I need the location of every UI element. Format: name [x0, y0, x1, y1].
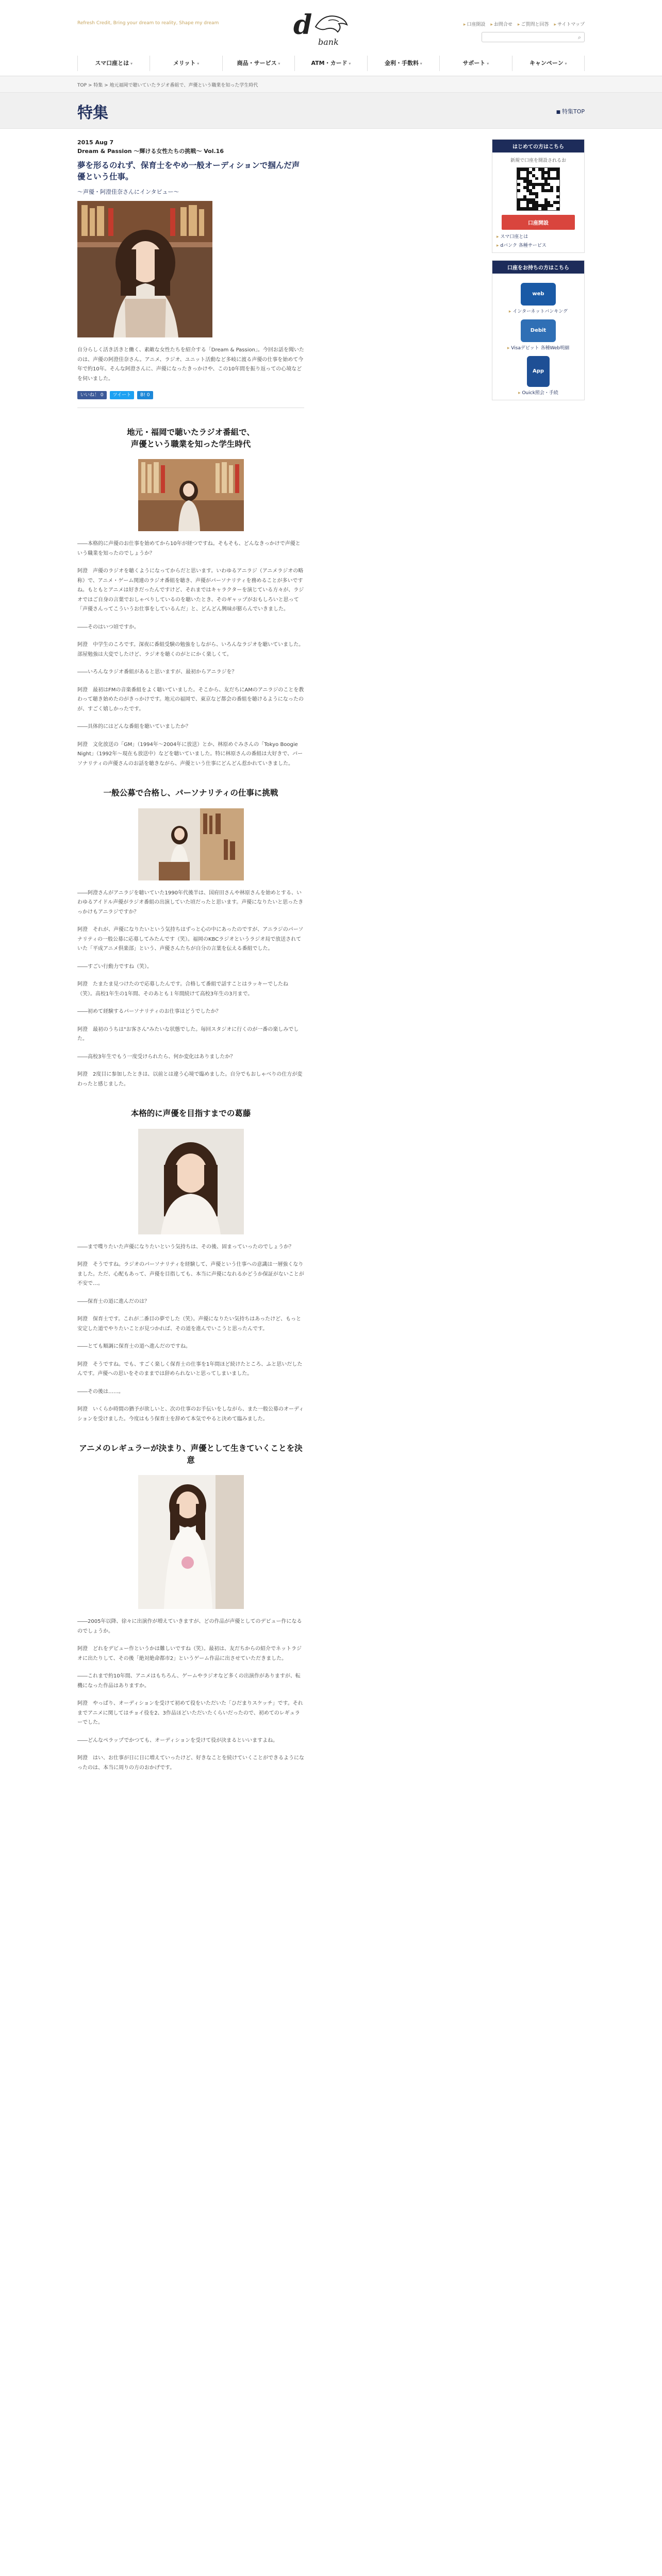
interview-paragraph: ――初めて経験するパーソナリティのお仕事はどうでしたか？ [77, 1009, 221, 1015]
interview-paragraph: 阿澄 そうですね。でも、すごく楽しく保育士の仕事を1年間ほど続けたところ、ふと思いだしたんです。声優への思いをそのままでは辞められないと思ってしまいました。 [77, 1361, 303, 1377]
interview-paragraph: ――高校3年生でもう一度受けられたら、何か変化はありましたか？ [77, 1054, 236, 1060]
interview-paragraph: 阿澄 やっぱり、オーディションを受けて初めて役をいただいた「ひだまりスケッチ」です。それまでアニメに関してはチョイ役を2、3作品ほどいただいたくらいだったので、初めてのレギュラーでした。 [77, 1701, 303, 1726]
interview-paragraph: 阿澄 声優のラジオを聴くようになってからだと思います。いわゆるアニラジ（アニメラジオの略称）で、アニメ・ゲーム関連のラジオ番組を聴き、声優がパーソナリティを務めることが多いですね。もともとアニメは好きだったんですけど、それまではキャラクターを演じている方々が、ラジオではご自身の言葉でおしゃべりしているのを聴いたとき、そのギャップがおもしろいと思って「声優さんってこういうお仕事をしているんだ」と、どんどん興味が膨らんでいきました。 [77, 568, 304, 613]
site-logo[interactable] [286, 7, 353, 48]
library-photo-image [138, 459, 244, 531]
search-input[interactable] [482, 32, 585, 42]
smartphone-app-icon[interactable]: App [527, 356, 550, 387]
article-title: 夢を形るのれず、保育士をやめ一般オーディションで掴んだ声優という仕事。 [77, 161, 300, 181]
section-photo [138, 1129, 244, 1234]
utility-link[interactable]: ▸ お問合せ [490, 21, 512, 27]
tweet-button[interactable]: ツイート [110, 391, 135, 399]
interview-paragraph: ――具体的にはどんな番組を聴いていましたか？ [77, 724, 191, 730]
page-title: 特集 [77, 104, 108, 122]
interview-paragraph: 阿澄 中学生のころです。深夜に番組受験の勉強をしながら、いろんなラジオを聴いていました。部屋勉強は大変でしたけど、ラジオを聴くのがとにかく楽しくて。 [77, 642, 304, 657]
logo-mark: d [293, 9, 312, 41]
feature-top-link[interactable]: ■ 特集TOP [556, 107, 585, 115]
open-account-button[interactable]: 口座開設 [502, 215, 575, 230]
utility-links [464, 21, 585, 27]
section-photo [138, 808, 244, 880]
sidebar-link[interactable]: ▸ dバンク 各種サービス [496, 242, 580, 248]
bookshelf-photo-image [138, 808, 244, 880]
article-series: Dream & Passion ～輝ける女性たちの挑戦～ Vol.16 [77, 148, 224, 155]
new-account-heading: はじめての方はこちら [492, 140, 584, 152]
article-date: 2015 Aug 7 [77, 139, 114, 146]
nav-item-about[interactable]: スマ口座とは ▾ [77, 56, 150, 71]
article-intro: 自分らしく活き活きと働く、素敵な女性たちを紹介する「Dream & Passion」。今回お話を聞いたのは、声優の阿澄佳奈さん。アニメ、ラジオ、ユニット活動など多岐に渡る声優の仕事を始めて今年で約10年。そんな阿澄さんに、声優になったきっかけや、この10年間を振り返っての心境などを伺いました。 [77, 347, 304, 382]
utility-link[interactable]: ▸ 口座開設 [464, 21, 486, 27]
interview-paragraph: ――本格的に声優のお仕事を始めてから10年が経つですね。そもそも、どんなきっかけで声優という職業を知ったのでしょうか？ [77, 541, 301, 556]
interview-paragraph: ――これまで約10年間、アニメはもちろん、ゲームやラジオなど多くの出演作がありますが、転機になった作品はありますか。 [77, 1673, 301, 1689]
interview-paragraph: 阿澄 はい、お仕事が日に日に増えていったけど、好きなことを続けていくことができるようになったのは、本当に周りの方のおかげです。 [77, 1755, 304, 1771]
section-heading: アニメのレギュラーが決まり、声優として生きていくことを決意 [79, 1444, 303, 1465]
interview-paragraph: ――いろんなラジオ番組があると思いますが、最初からアニラジを？ [77, 669, 237, 675]
interview-paragraph: ――すごい行動力ですね（笑）。 [77, 963, 152, 970]
interview-paragraph: ――まで喋りたいた声優になりたいという気持ちは、その後、固まっていったのでしょうか？ [77, 1244, 294, 1250]
section-heading: 一般公募で合格し、パーソナリティの仕事に挑戦 [103, 788, 278, 798]
interview-paragraph: ――2005年以降、徐々に出演作が増えていきますが、どの作品が声優としてのデビュー作になるのでしょうか。 [77, 1619, 302, 1634]
nav-item-atm[interactable]: ATM・カード ▾ [294, 56, 367, 71]
lion-emblem-icon [313, 11, 349, 35]
interview-paragraph: 阿澄 たまたま見つけたので応募したんです。合格して番組で話すことはラッキーでしたね（笑）。高校1年生の1年間、そのあとも１年間続けて高校3年生の3月まで。 [77, 981, 288, 997]
qr-code-icon [517, 167, 560, 211]
existing-account-box [492, 260, 585, 400]
existing-account-heading: 口座をお持ちの方はこちら [492, 261, 584, 274]
interview-paragraph: 阿澄 それが、声優になりたいという気持ちはずっと心の中にあったのですが、アニラジのパーソナリティの一般公募に応募してみたんです（笑）。福岡のKBCラジオというラジオ局で放送されていた「平成アニメ倶楽部」という、声優さんたちが自分の言葉を伝える番組でした。 [77, 927, 304, 952]
internet-banking-link[interactable]: ▸ インターネットバンキング [496, 308, 580, 314]
breadcrumb[interactable]: TOP > 特集 > 地元福岡で聴いていたラジオ番組で、声優という職業を知った学生時代 [0, 76, 662, 93]
interview-paragraph: 阿澄 いくらか時間の猶予が欲しいと、次の仕事のお手伝いをしながら、また一般公募のオーディションを受けました。今度はもう保育士を辞めて本気でやると決めて臨みました。 [77, 1406, 304, 1422]
new-account-note: 新規で口座を開設されるお [510, 158, 566, 163]
site-header [0, 0, 662, 76]
section-photo [138, 1475, 244, 1609]
interview-paragraph: ――そのはいつ頃ですか。 [77, 624, 139, 630]
page-title-band [0, 93, 662, 129]
logo-bank: bank [318, 37, 339, 47]
nav-item-services[interactable]: 商品・サービス ▾ [222, 56, 294, 71]
debit-card-icon[interactable]: Debit [521, 319, 556, 342]
interview-paragraph: 阿澄 最初はFMの音楽番組をよく聴いていました。そこから、友だちにAMのアニラジのことを教わって聴き始めたのがきっかけです。地元の福岡で、東京など都会の番組を聴けるようになったのが、すごく嬉しかったです。 [77, 687, 304, 712]
utility-link[interactable]: ▸ サイトマップ [554, 21, 585, 27]
quick-inquiry-link[interactable]: ▸ Ouick照会・手続 [496, 389, 580, 396]
interview-paragraph: ――阿澄さんがアニラジを聴いていた1990年代後半は、国府田さんや林原さんを始めとする、いわゆるアイドル声優がラジオ番組の出演していた頃だったと思います。声優になりたいと思ったきっかけもアニラジですか？ [77, 890, 304, 915]
nav-item-rates[interactable]: 金利・手数料 ▾ [367, 56, 439, 71]
article-subtitle: ～ 声優・阿澄佳奈さんにインタビュー～ [77, 188, 304, 196]
interview-paragraph: 阿澄 保育士です。これが二番目の夢でした（笑）。声優になりたい気持ちはあったけど、もっと安定した道でやりたいことが見つかれば、その道を進んでいこうと思ったんです。 [77, 1316, 302, 1332]
debit-statement-link[interactable]: ▸ Visaデビット 各種Web明細 [496, 344, 580, 351]
search-icon[interactable]: ⌕ [577, 34, 581, 41]
utility-link[interactable]: ▸ ご質問と回答 [518, 21, 549, 27]
standing-photo-image [138, 1475, 244, 1609]
sidebar [492, 139, 585, 408]
interview-paragraph: 阿澄 どれをデビュー作というかは難しいですね（笑）。最初は、友だちからの紹介でネットラジオに出たりして、その後「絶対絶命都市2」というゲーム作品に出させていただきました。 [77, 1646, 302, 1662]
article [77, 139, 304, 1773]
section-heading: 本格的に声優を目指すまでの葛藤 [130, 1109, 251, 1118]
interview-paragraph: 阿澄 そうですね。ラジオのパーソナリティを経験して、声優という仕事への意識は一層強くなりました。ただ、心配もあって、声優を目指しても、本当に声優になれるかどうか保証がないことが不安で…。 [77, 1262, 304, 1287]
hatena-bookmark-button[interactable]: B! 0 [137, 391, 153, 399]
internet-banking-icon[interactable]: web [521, 283, 556, 306]
interview-paragraph: 阿澄 最初のうちは"お客さん"みたいな状態でした。毎回スタジオに行くのが一番の楽しみでした。 [77, 1026, 299, 1042]
interview-paragraph: 阿澄 文化放送の「GM」（1994年〜2004年に放送）とか、林原めぐみさんの「Tokyo Boogie Night」（1992年〜現在も放送中）などを聴いていました。特に林原さんの番組は大好きで、パーソナリティの声優さんのお話を聴きながら、声優という仕事にどんどん惹かれていきました。 [77, 741, 303, 767]
nav-item-merit[interactable]: メリット ▾ [150, 56, 222, 71]
nav-item-campaign[interactable]: キャンペーン ▾ [512, 56, 585, 71]
new-account-box [492, 139, 585, 253]
interview-paragraph: ――その後は……。 [77, 1388, 124, 1395]
section-photo [138, 459, 244, 531]
social-buttons [77, 391, 304, 399]
nav-item-support[interactable]: サポート ▾ [439, 56, 511, 71]
sidebar-link[interactable]: ▸ スマ口座とは [496, 233, 580, 240]
section-heading: 地元・福岡で聴いたラジオ番組で、 声優という職業を知った学生時代 [127, 428, 255, 449]
portrait-photo-image [77, 201, 212, 337]
facebook-like-button[interactable]: いいね！ 0 [77, 391, 107, 399]
interview-paragraph: 阿澄 2度目に参加したときは、以前とは違う心境で臨めました。自分でもおしゃべりの仕方が変わったと感じました。 [77, 1072, 303, 1087]
interview-paragraph: ――どんなペラップでかつても、オーディションを受けて役が決まるといいますよね。 [77, 1737, 278, 1743]
interview-paragraph: ――とても順調に保育士の道へ進んだのですね。 [77, 1344, 191, 1350]
global-nav [77, 56, 585, 71]
closeup-photo-image [138, 1129, 244, 1234]
hero-photo [77, 201, 212, 337]
interview-paragraph: ――保育士の道に進んだのは？ [77, 1298, 150, 1304]
site-tagline: Refresh Credit, Bring your dream to reality, Shape my dream [77, 21, 219, 26]
